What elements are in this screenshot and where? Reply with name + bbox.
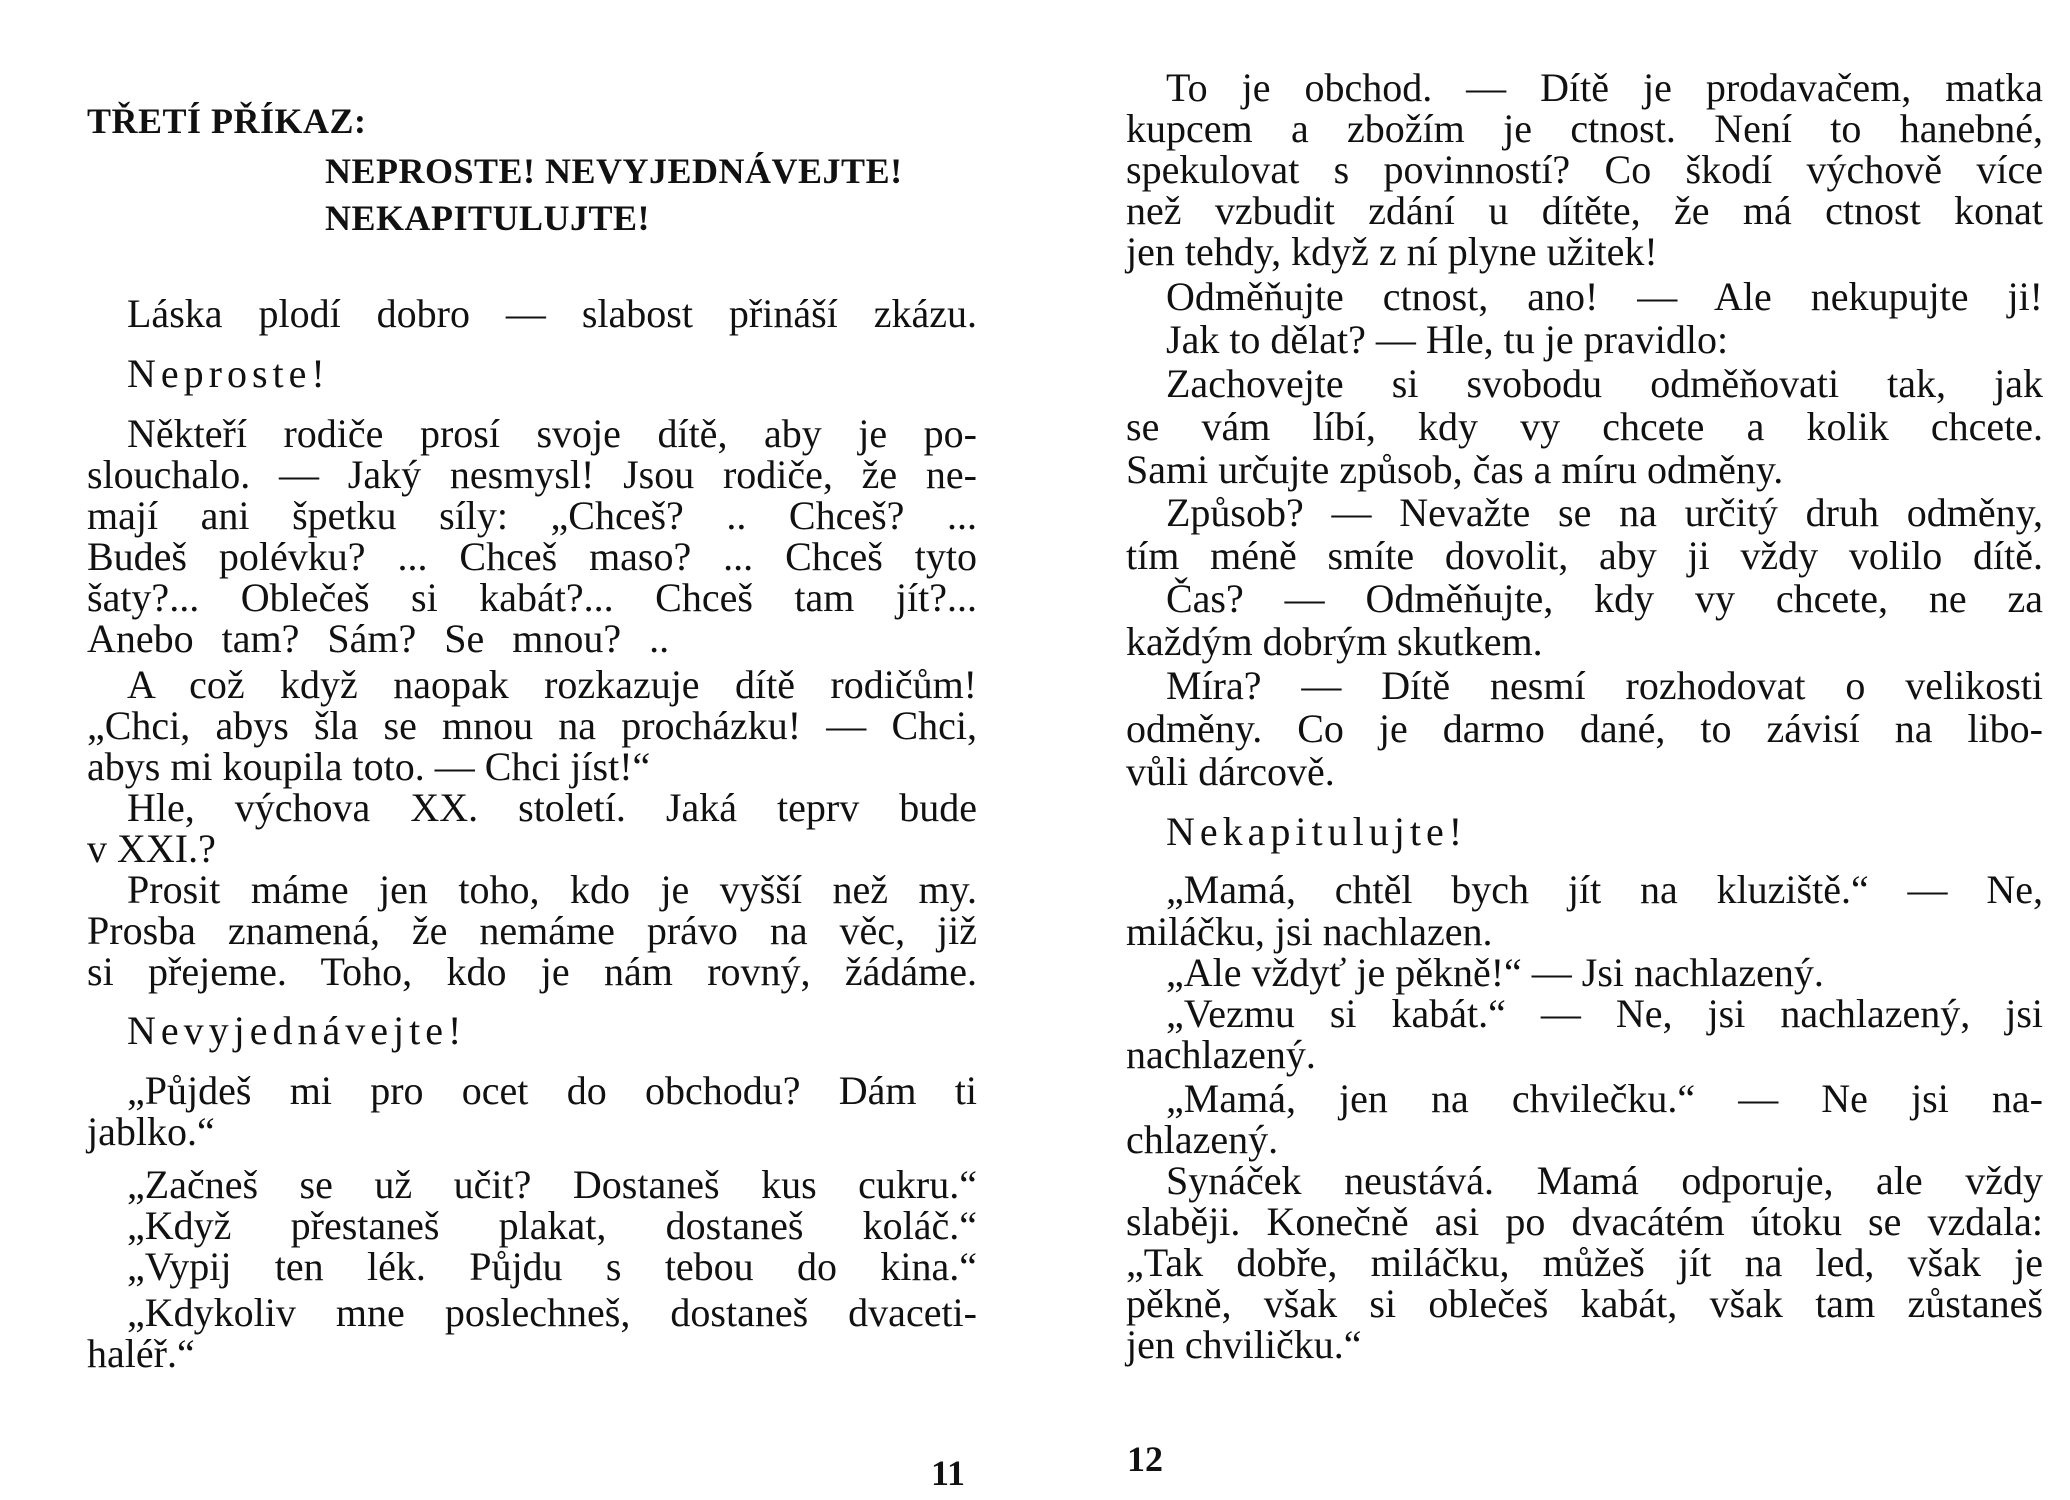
text-line: Anebo tam? Sám? Se mnou? .. xyxy=(87,616,670,661)
text-line: šaty?... Oblečeš si kabát?... Chceš tam jít?... xyxy=(87,575,977,620)
text-line: Prosit máme jen toho, kdo je vyšší než my. xyxy=(127,867,977,912)
text-line: „Ale vždyť je pěkně!“ — Jsi nachlazený. xyxy=(1166,950,1824,995)
text-line: A což když naopak rozkazuje dítě rodičům! xyxy=(127,662,977,707)
text-line: slaběji. Konečně asi po dvacátém útoku se vzdala: xyxy=(1126,1199,2043,1244)
right-page xyxy=(1035,0,2070,1500)
page-number-right: 12 xyxy=(1127,1439,1163,1479)
text-line: jablko.“ xyxy=(87,1109,215,1154)
section-heading-nevyjednavejte: Nevyjednávejte! xyxy=(127,1008,467,1053)
text-line: „Vypij ten lék. Půjdu s tebou do kina.“ xyxy=(127,1244,977,1289)
text-line: Způsob? — Nevažte se na určitý druh odměny, xyxy=(1166,490,2043,535)
text-line: Odměňujte ctnost, ano! — Ale nekupujte ji! xyxy=(1166,274,2043,319)
text-line: se vám líbí, kdy vy chcete a kolik chcete. xyxy=(1126,404,2043,449)
motto: Láska plodí dobro — slabost přináší zkázu. xyxy=(127,291,977,336)
text-line: každým dobrým skutkem. xyxy=(1126,619,1543,664)
text-line: Budeš polévku? ... Chceš maso? ... Chceš tyto xyxy=(87,534,977,579)
page-number-left: 11 xyxy=(931,1453,966,1493)
text-line: chlazený. xyxy=(1126,1117,1279,1162)
text-line: „Začneš se už učit? Dostaneš kus cukru.“ xyxy=(127,1162,977,1207)
text-line: Sami určujte způsob, čas a míru odměny. xyxy=(1126,447,1784,492)
text-line: To je obchod. — Dítě je prodavačem, matka xyxy=(1166,65,2043,110)
text-line: než vzbudit zdání u dítěte, že má ctnost konat xyxy=(1126,188,2043,233)
text-line: mají ani špetku síly: „Chceš? .. Chceš? ... xyxy=(87,493,977,538)
text-line: „Vezmu si kabát.“ — Ne, jsi nachlazený, jsi xyxy=(1166,991,2043,1036)
chapter-subtitle-line1: NEPROSTE! NEVYJEDNÁVEJTE! xyxy=(325,151,903,191)
text-line: pěkně, však si oblečeš kabát, však tam zůstaneš xyxy=(1126,1281,2043,1326)
text-line: slouchalo. — Jaký nesmysl! Jsou rodiče, že ne- xyxy=(87,452,977,497)
text-line: „Chci, abys šla se mnou na procházku! — Chci, xyxy=(87,703,977,748)
chapter-subtitle-line2: NEKAPITULUJTE! xyxy=(325,198,651,238)
text-line: jen chviličku.“ xyxy=(1126,1322,1362,1367)
text-line: spekulovat s povinností? Co škodí výchově více xyxy=(1126,147,2043,192)
text-line: „Půjdeš mi pro ocet do obchodu? Dám ti xyxy=(127,1068,977,1113)
text-line: „Když přestaneš plakat, dostaneš koláč.“ xyxy=(127,1203,977,1248)
text-line: vůli dárcově. xyxy=(1126,749,1335,794)
text-line: „Mamá, chtěl bych jít na kluziště.“ — Ne, xyxy=(1166,867,2043,912)
text-line: haléř.“ xyxy=(87,1331,195,1376)
text-line: si přejeme. Toho, kdo je nám rovný, žádáme. xyxy=(87,949,977,994)
text-line: Zachovejte si svobodu odměňovati tak, jak xyxy=(1166,361,2043,406)
text-line: kupcem a zbožím je ctnost. Není to hanebné, xyxy=(1126,106,2043,151)
text-line: Míra? — Dítě nesmí rozhodovat o velikosti xyxy=(1166,663,2043,708)
text-line: nachlazený. xyxy=(1126,1032,1316,1077)
text-line: Synáček neustává. Mamá odporuje, ale vždy xyxy=(1166,1158,2043,1203)
text-line: miláčku, jsi nachlazen. xyxy=(1126,909,1493,954)
text-line: „Tak dobře, miláčku, můžeš jít na led, však je xyxy=(1126,1240,2043,1285)
text-line: Někteří rodiče prosí svoje dítě, aby je po- xyxy=(127,411,977,456)
text-line: abys mi koupila toto. — Chci jíst!“ xyxy=(87,744,651,789)
text-line: Prosba znamená, že nemáme právo na věc, již xyxy=(87,908,977,953)
text-line: „Mamá, jen na chvilečku.“ — Ne jsi na- xyxy=(1166,1076,2043,1121)
section-heading-neproste: Neproste! xyxy=(127,351,330,396)
text-line: v XXI.? xyxy=(87,826,216,871)
chapter-title: TŘETÍ PŘÍKAZ: xyxy=(87,101,367,141)
text-line: Čas? — Odměňujte, kdy vy chcete, ne za xyxy=(1166,576,2043,621)
text-line: tím méně smíte dovolit, aby ji vždy volilo dítě. xyxy=(1126,533,2043,578)
text-line: odměny. Co je darmo dané, to závisí na libo- xyxy=(1126,706,2043,751)
section-heading-nekapitulujte: Nekapitulujte! xyxy=(1166,809,1468,854)
text-line: jen tehdy, když z ní plyne užitek! xyxy=(1126,229,1658,274)
text-line: „Kdykoliv mne poslechneš, dostaneš dvaceti- xyxy=(127,1290,977,1335)
text-line: Hle, výchova XX. století. Jaká teprv bude xyxy=(127,785,977,830)
text-line: Jak to dělat? — Hle, tu je pravidlo: xyxy=(1166,317,1729,362)
